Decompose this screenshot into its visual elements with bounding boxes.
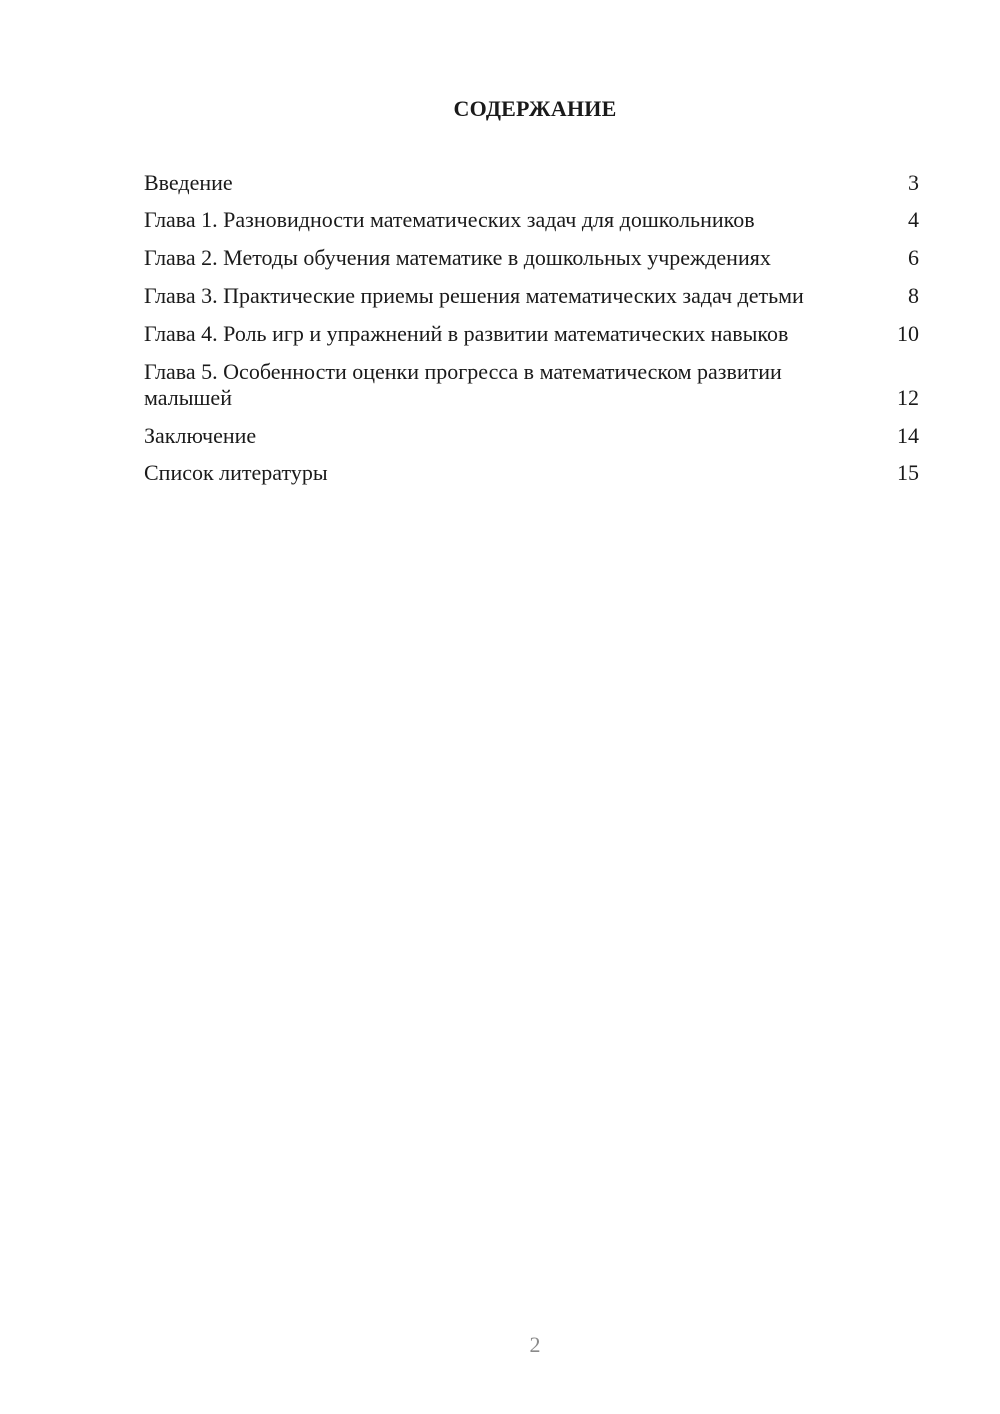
toc-entry-chapter-2 (144, 245, 919, 271)
toc-entry-conclusion (144, 423, 919, 449)
toc-entry-title: Глава 4. Роль игр и упражнений в развитии математических навыков (144, 321, 789, 346)
toc-entry-title: Глава 3. Практические приемы решения математических задач детьми (144, 283, 804, 308)
toc-entry-page: 8 (908, 283, 919, 308)
toc-entry-title: Глава 1. Разновидности математических задач для дошкольников (144, 207, 755, 232)
toc-entry-title: Глава 5. Особенности оценки прогресса в математическом развитии малышей (144, 359, 782, 410)
toc-entry-chapter-4 (144, 321, 919, 347)
toc-entry-page: 12 (897, 385, 919, 410)
table-of-contents (144, 170, 919, 497)
toc-entry-page: 6 (908, 245, 919, 270)
toc-entry-title: Введение (144, 170, 233, 195)
toc-entry-page: 15 (897, 460, 919, 485)
toc-entry-chapter-5 (144, 359, 919, 411)
toc-entry-title: Заключение (144, 423, 257, 448)
toc-entry-page: 14 (897, 423, 919, 448)
toc-entry-title: Глава 2. Методы обучения математике в дошкольных учреждениях (144, 245, 771, 270)
page-number: 2 (529, 1332, 541, 1357)
toc-entry-chapter-3 (144, 283, 919, 309)
toc-entry-references (144, 460, 919, 486)
toc-entry-chapter-1 (144, 207, 919, 233)
toc-entry-page: 4 (908, 207, 919, 232)
page-title: СОДЕРЖАНИЕ (453, 96, 617, 121)
toc-entry-title: Список литературы (144, 460, 328, 485)
toc-entry-introduction (144, 170, 919, 196)
toc-entry-page: 10 (897, 321, 919, 346)
toc-entry-page: 3 (908, 170, 919, 195)
